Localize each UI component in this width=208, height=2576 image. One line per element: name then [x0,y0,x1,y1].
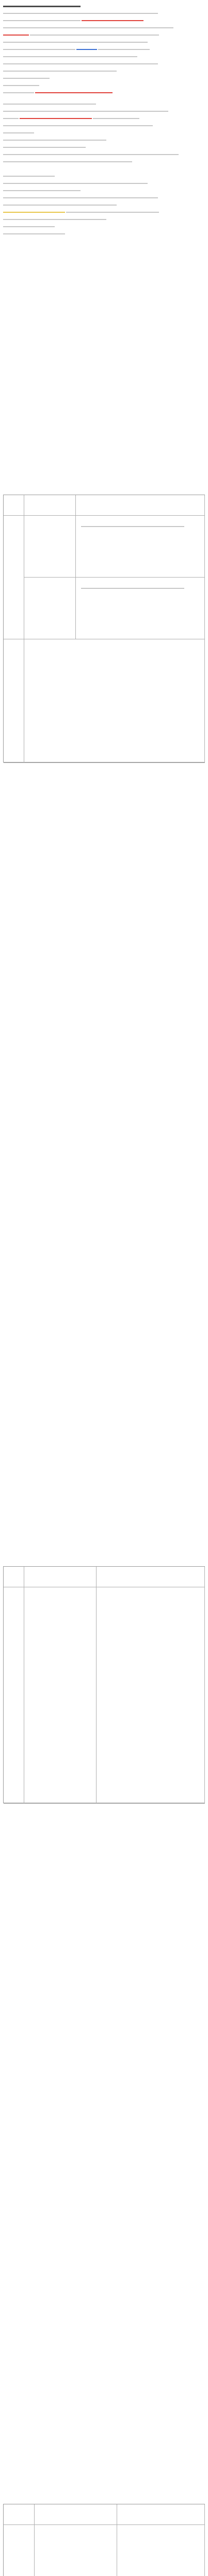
section-heading-text [3,6,81,7]
section-heading [3,5,81,7]
table [3,2504,205,2576]
table [3,495,205,762]
table [3,1566,205,1803]
